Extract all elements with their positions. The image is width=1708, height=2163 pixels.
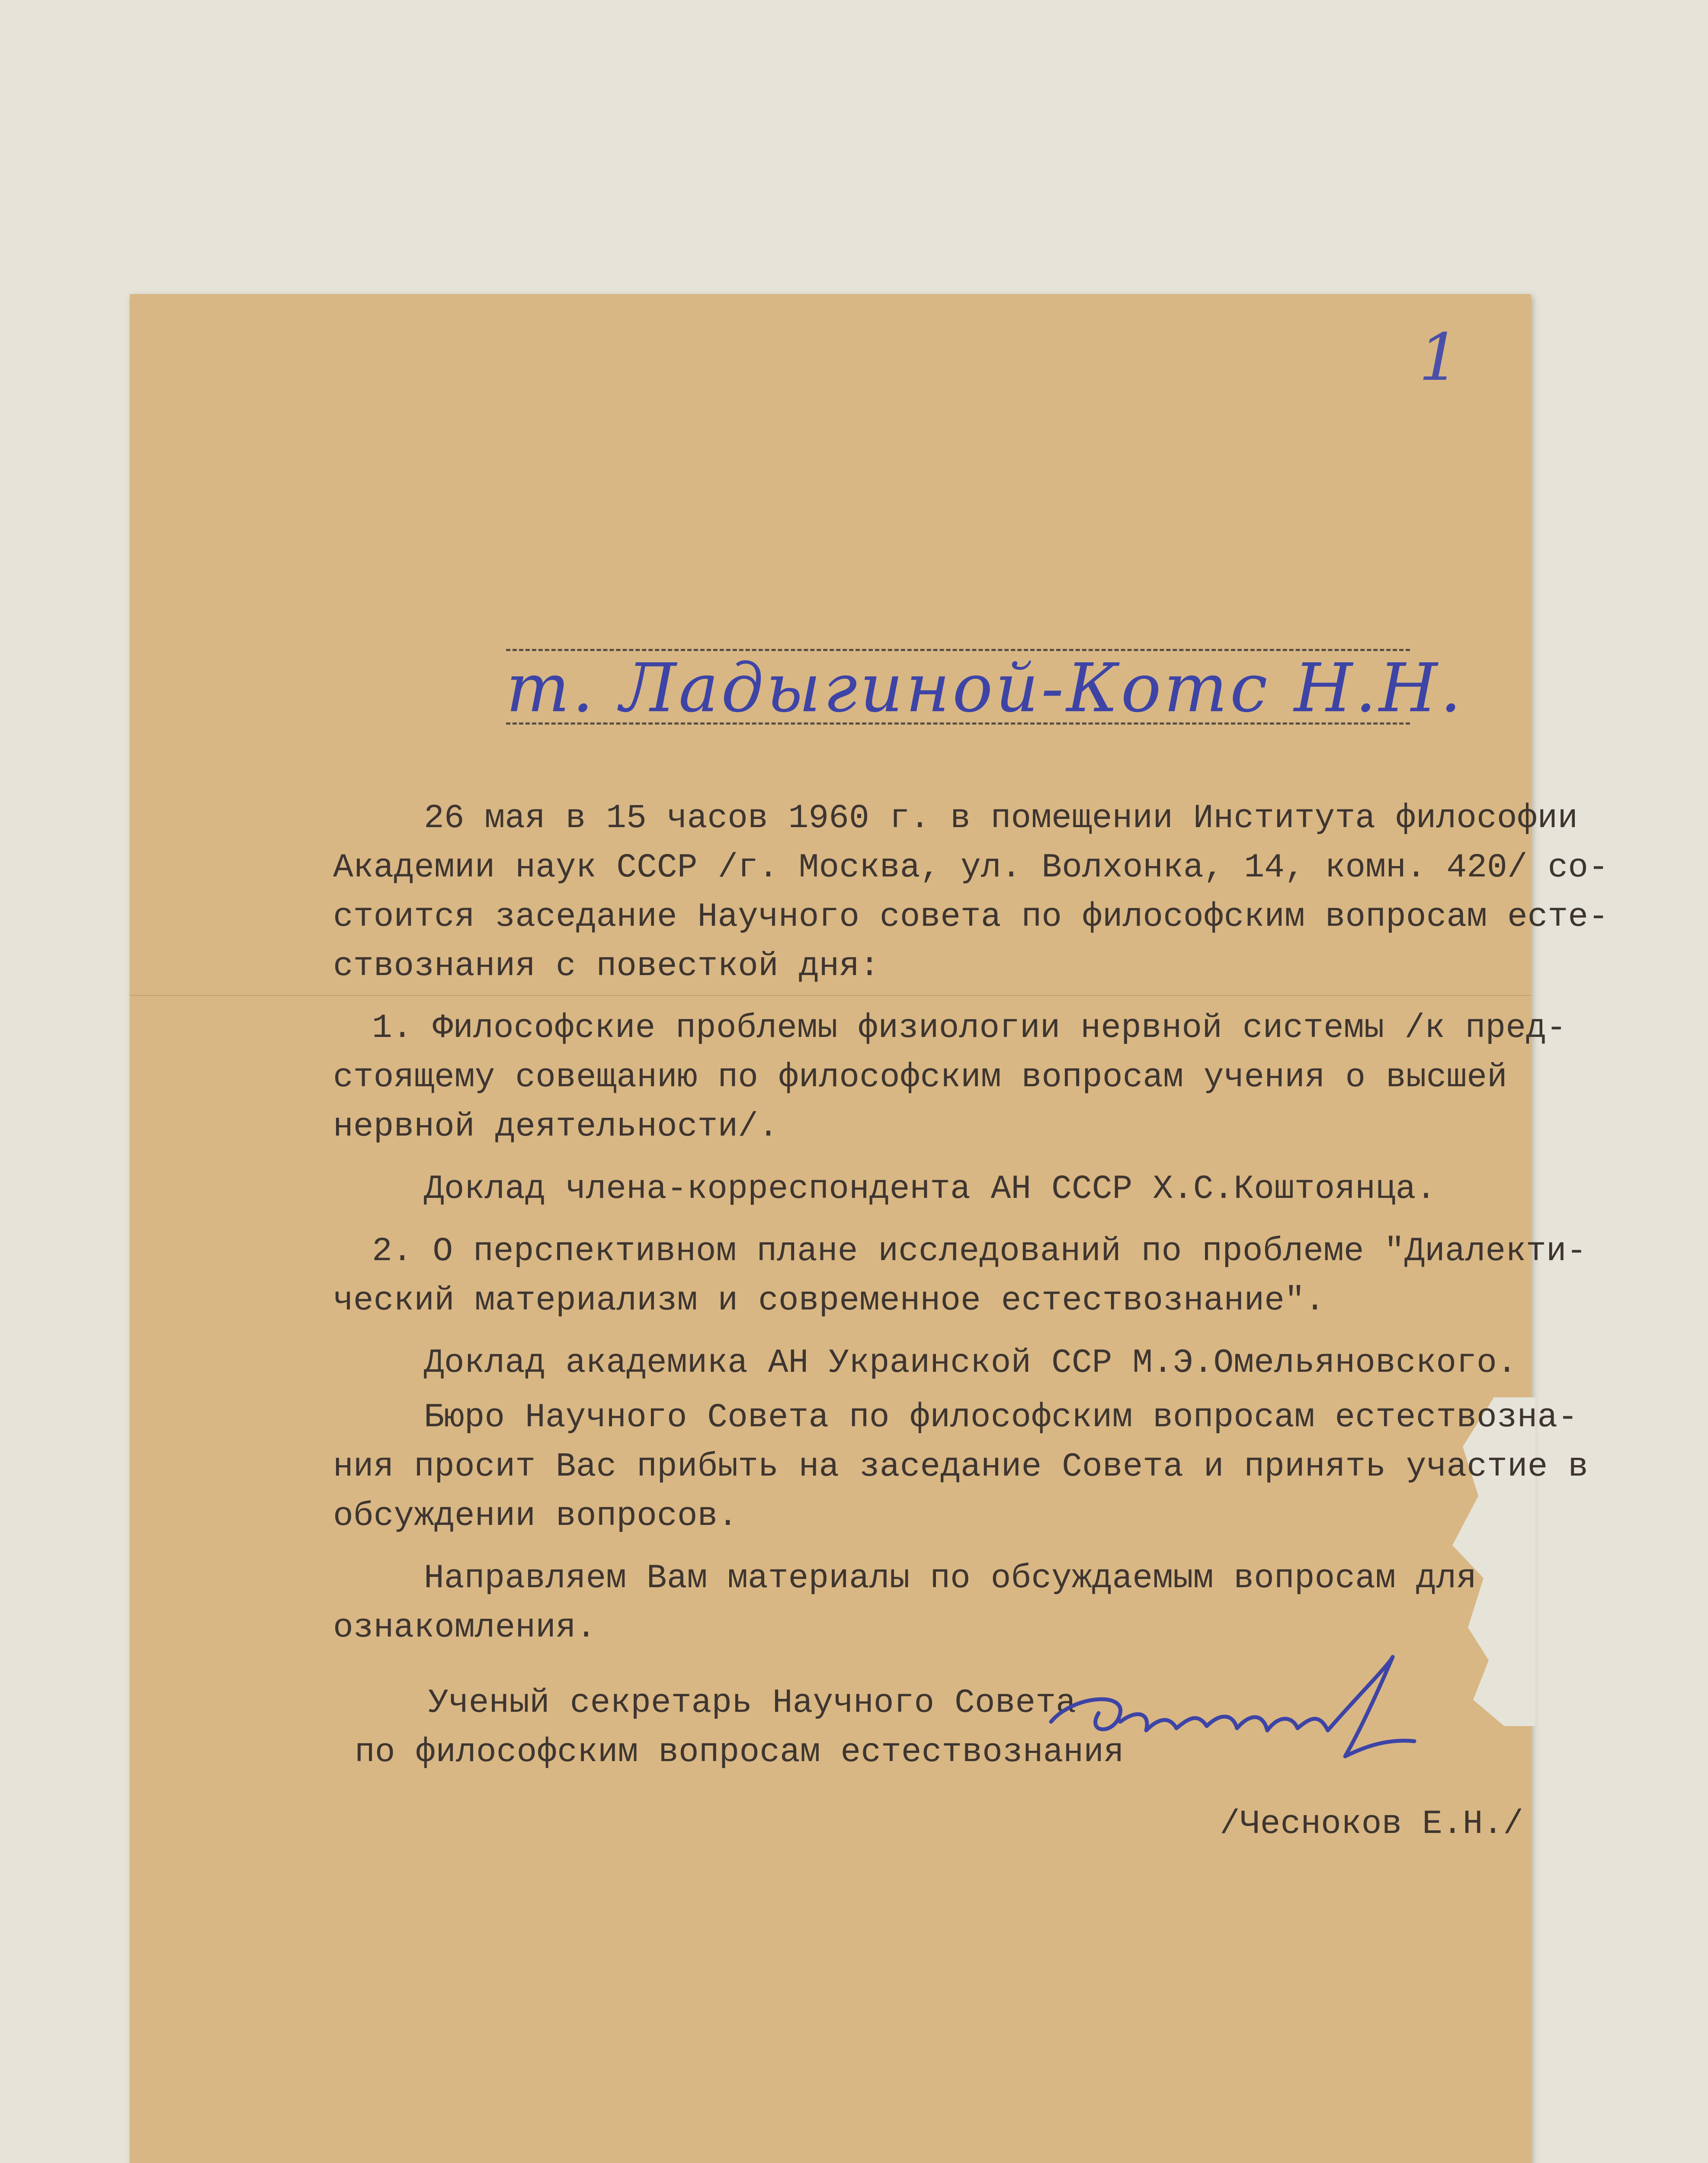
address-line-bottom bbox=[506, 722, 1410, 725]
paragraph-line: ствознания с повесткой дня: bbox=[333, 947, 880, 985]
signatory-title: по философским вопросам естествознания bbox=[355, 1733, 1124, 1771]
paragraph-line: стоится заседание Научного совета по философским вопросам есте- bbox=[333, 898, 1609, 936]
paragraph-line: 26 мая в 15 часов 1960 г. в помещении Института философии bbox=[424, 799, 1578, 838]
agenda-item-1: 1. Философские проблемы физиологии нервной системы /к пред- bbox=[372, 1009, 1567, 1047]
page-number: 1 bbox=[1419, 320, 1460, 395]
signatory-title: Ученый секретарь Научного Совета bbox=[428, 1684, 1076, 1722]
agenda-item-1: нервной деятельности/. bbox=[333, 1108, 779, 1146]
agenda-item-2: ческий материализм и современное естествознание". bbox=[333, 1282, 1325, 1320]
agenda-item-1: стоящему совещанию по философским вопросам учения о высшей bbox=[333, 1059, 1507, 1097]
document-sheet bbox=[130, 294, 1609, 2163]
bureau-paragraph: обсуждении вопросов. bbox=[333, 1497, 738, 1535]
report-1: Доклад члена-корреспондента АН СССР Х.С.Коштоянца. bbox=[424, 1170, 1436, 1208]
paragraph-line: Академии наук СССР /г. Москва, ул. Волхонка, 14, комн. 420/ со- bbox=[333, 849, 1609, 887]
bureau-paragraph: ния просит Вас прибыть на заседание Совета и принять участие в bbox=[333, 1448, 1589, 1486]
materials-paragraph: ознакомления. bbox=[333, 1609, 596, 1647]
report-2: Доклад академика АН Украинской ССР М.Э.Омельяновского. bbox=[424, 1344, 1517, 1382]
materials-paragraph: Направляем Вам материалы по обсуждаемым вопросам для bbox=[424, 1560, 1477, 1598]
bureau-paragraph: Бюро Научного Совета по философским вопросам естествозна- bbox=[424, 1399, 1578, 1437]
handwritten-addressee: т. Ладыгиной-Котс Н.Н. bbox=[506, 649, 1464, 727]
signatory-name: /Чесноков Е.Н./ bbox=[1220, 1805, 1524, 1843]
agenda-item-2: 2. О перспективном плане исследований по проблеме "Диалекти- bbox=[372, 1232, 1587, 1271]
handwritten-signature bbox=[1034, 1648, 1466, 1787]
